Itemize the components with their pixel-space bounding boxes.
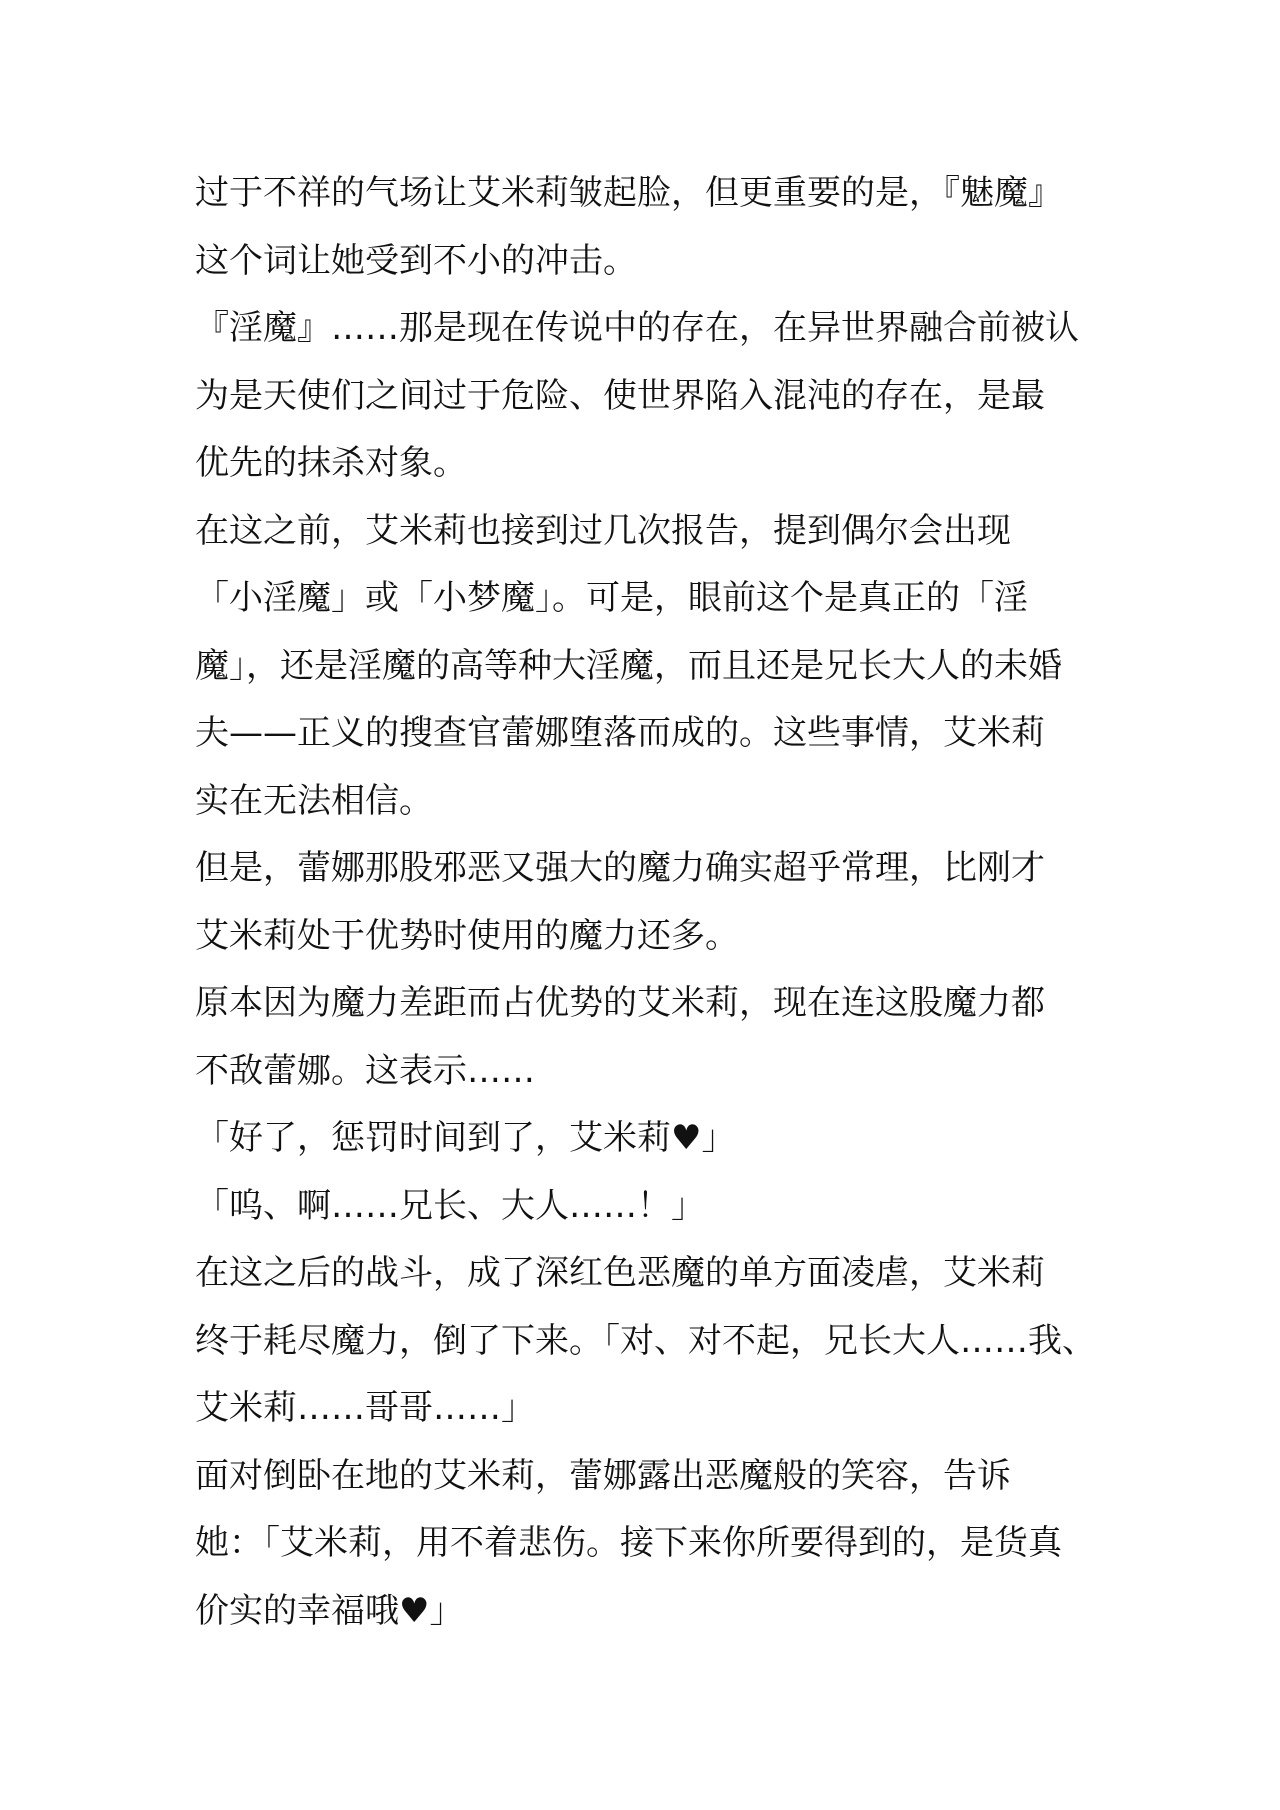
text-line: 「小淫魔」或「小梦魔」。可是，眼前这个是真正的「淫 [195,578,1028,618]
dialogue-line: 「呜、啊……兄长、大人……！」 [195,1185,705,1226]
text-line: 优先的抹杀对象。 [195,443,467,483]
text-line: 艾米莉处于优势时使用的魔力还多。 [195,915,739,956]
text-line: 在这之前，艾米莉也接到过几次报告，提到偶尔会出现 [195,510,1011,551]
text-line: 终于耗尽魔力，倒了下来。「对、对不起，兄长大人……我、 [195,1320,1096,1361]
text-line: 不敌蕾娜。这表示…… [195,1050,535,1091]
text-line: 实在无法相信。 [195,780,433,821]
text-line: 价实的幸福哦♥」 [195,1590,464,1631]
text-line: 过于不祥的气场让艾米莉皱起脸，但更重要的是，『魅魔』 [195,173,1062,213]
text-line: 魔」，还是淫魔的高等种大淫魔，而且还是兄长大人的未婚 [195,645,1062,686]
text-line: 在这之后的战斗，成了深红色恶魔的单方面凌虐，艾米莉 [195,1253,1045,1293]
text-line: 夫——正义的搜查官蕾娜堕落而成的。这些事情，艾米莉 [195,713,1045,753]
text-line: 但是，蕾娜那股邪恶又强大的魔力确实超乎常理，比刚才 [195,848,1045,888]
text-line: 『淫魔』……那是现在传说中的存在，在异世界融合前被认 [195,308,1079,348]
text-line: 这个词让她受到不小的冲击。 [195,240,637,281]
dialogue-line: 「好了，惩罚时间到了，艾米莉♥」 [195,1118,736,1158]
text-line: 为是天使们之间过于危险、使世界陷入混沌的存在，是最 [195,375,1045,416]
text-line: 面对倒卧在地的艾米莉，蕾娜露出恶魔般的笑容，告诉 [195,1455,1011,1496]
text-line: 她：「艾米莉，用不着悲伤。接下来你所要得到的，是货真 [195,1523,1062,1563]
text-line: 原本因为魔力差距而占优势的艾米莉，现在连这股魔力都 [195,983,1045,1023]
text-line: 艾米莉……哥哥……」 [195,1388,535,1428]
document-page [195,160,1095,1645]
